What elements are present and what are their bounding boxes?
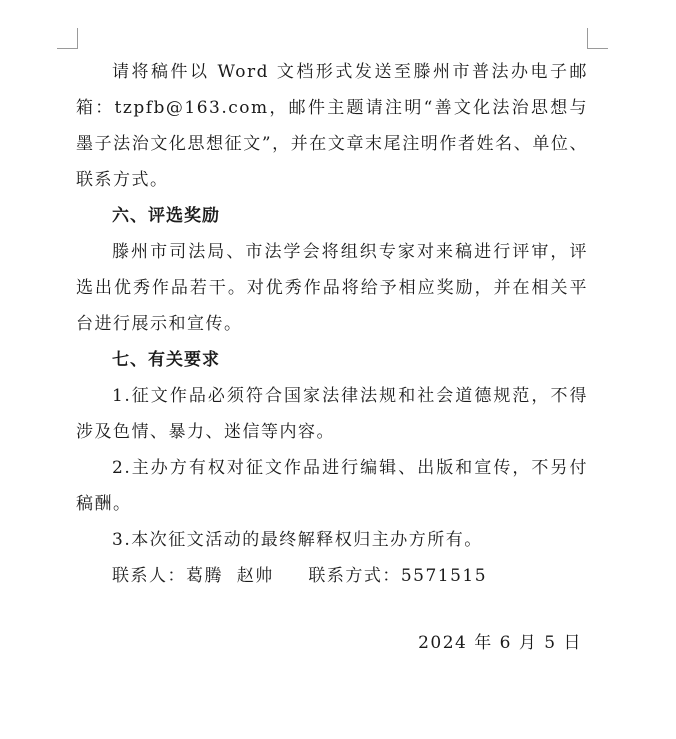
contact-persons: 葛腾 赵帅 bbox=[186, 566, 274, 586]
contact-line bbox=[76, 558, 588, 594]
section-7-heading: 七、有关要求 bbox=[112, 350, 220, 370]
document-body bbox=[76, 54, 588, 594]
contact-person-label: 联系人： bbox=[112, 566, 186, 586]
contact-method-label: 联系方式： bbox=[308, 566, 401, 586]
submission-paragraph: 请将稿件以 Word 文档形式发送至滕州市普法办电子邮箱：tzpfb@163.com，邮件主题请注明“善文化法治思想与墨子法治文化思想征文”，并在文章末尾注明作者姓名、单位、联系方式。 bbox=[76, 62, 588, 190]
requirement-2: 2.主办方有权对征文作品进行编辑、出版和宣传，不另付稿酬。 bbox=[76, 458, 588, 514]
margin-corner-mark-left bbox=[57, 28, 78, 49]
requirement-3: 3.本次征文活动的最终解释权归主办方所有。 bbox=[112, 530, 483, 550]
margin-corner-mark-right bbox=[587, 28, 608, 49]
document-date: 2024 年 6 月 5 日 bbox=[418, 633, 582, 653]
section-6-paragraph: 滕州市司法局、市法学会将组织专家对来稿进行评审，评选出优秀作品若干。对优秀作品将给予相应奖励，并在相关平台进行展示和宣传。 bbox=[76, 242, 588, 334]
contact-phone: 5571515 bbox=[400, 566, 488, 586]
requirement-1: 1.征文作品必须符合国家法律法规和社会道德规范，不得涉及色情、暴力、迷信等内容。 bbox=[76, 386, 588, 442]
section-6-heading: 六、评选奖励 bbox=[112, 206, 220, 226]
